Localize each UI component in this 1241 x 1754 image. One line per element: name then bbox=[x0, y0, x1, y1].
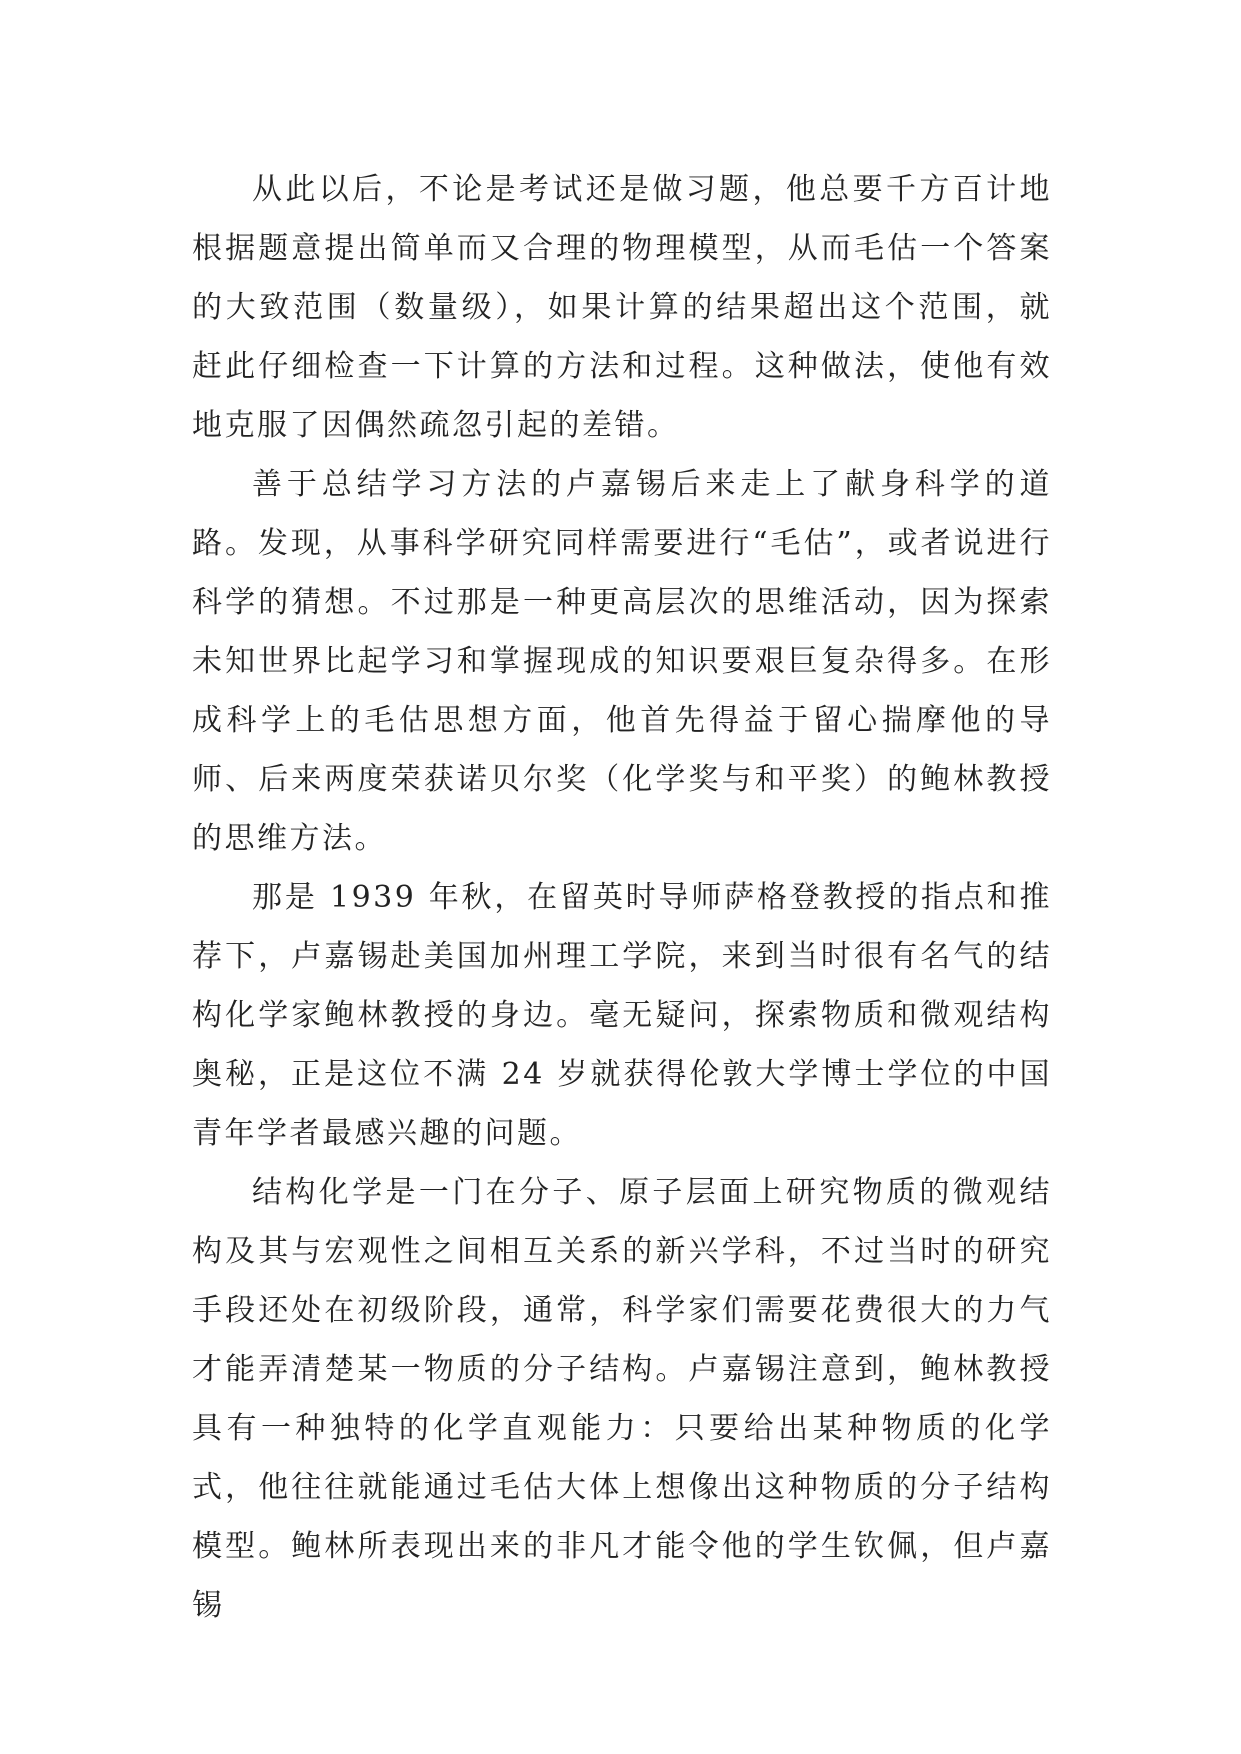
paragraph-2: 善于总结学习方法的卢嘉锡后来走上了献身科学的道路。发现，从事科学研究同样需要进行“毛估”，或者说进行科学的猜想。不过那是一种更高层次的思维活动，因为探索未知世界比起学习和掌握现成的知识要艰巨复杂得多。在形成科学上的毛估思想方面，他首先得益于留心揣摩他的导师、后来两度荣获诺贝尔奖（化学奖与和平奖）的鲍林教授的思维方法。 bbox=[192, 467, 1052, 856]
body-text bbox=[192, 160, 1052, 1635]
paragraph-3: 那是 1939 年秋，在留英时导师萨格登教授的指点和推荐下，卢嘉锡赴美国加州理工学院，来到当时很有名气的结构化学家鲍林教授的身边。毫无疑问，探索物质和微观结构奥秘，正是这位不满 24 岁就获得伦敦大学博士学位的中国青年学者最感兴趣的问题。 bbox=[192, 880, 1052, 1151]
paragraph-4: 结构化学是一门在分子、原子层面上研究物质的微观结构及其与宏观性之间相互关系的新兴学科，不过当时的研究手段还处在初级阶段，通常，科学家们需要花费很大的力气才能弄清楚某一物质的分子结构。卢嘉锡注意到，鲍林教授具有一种独特的化学直观能力：只要给出某种物质的化学式，他往往就能通过毛估大体上想像出这种物质的分子结构模型。鲍林所表现出来的非凡才能令他的学生钦佩，但卢嘉锡 bbox=[192, 1175, 1052, 1623]
paragraph-1: 从此以后，不论是考试还是做习题，他总要千方百计地根据题意提出简单而又合理的物理模型，从而毛估一个答案的大致范围（数量级），如果计算的结果超出这个范围，就赶此仔细检查一下计算的方法和过程。这种做法，使他有效地克服了因偶然疏忽引起的差错。 bbox=[192, 172, 1052, 443]
